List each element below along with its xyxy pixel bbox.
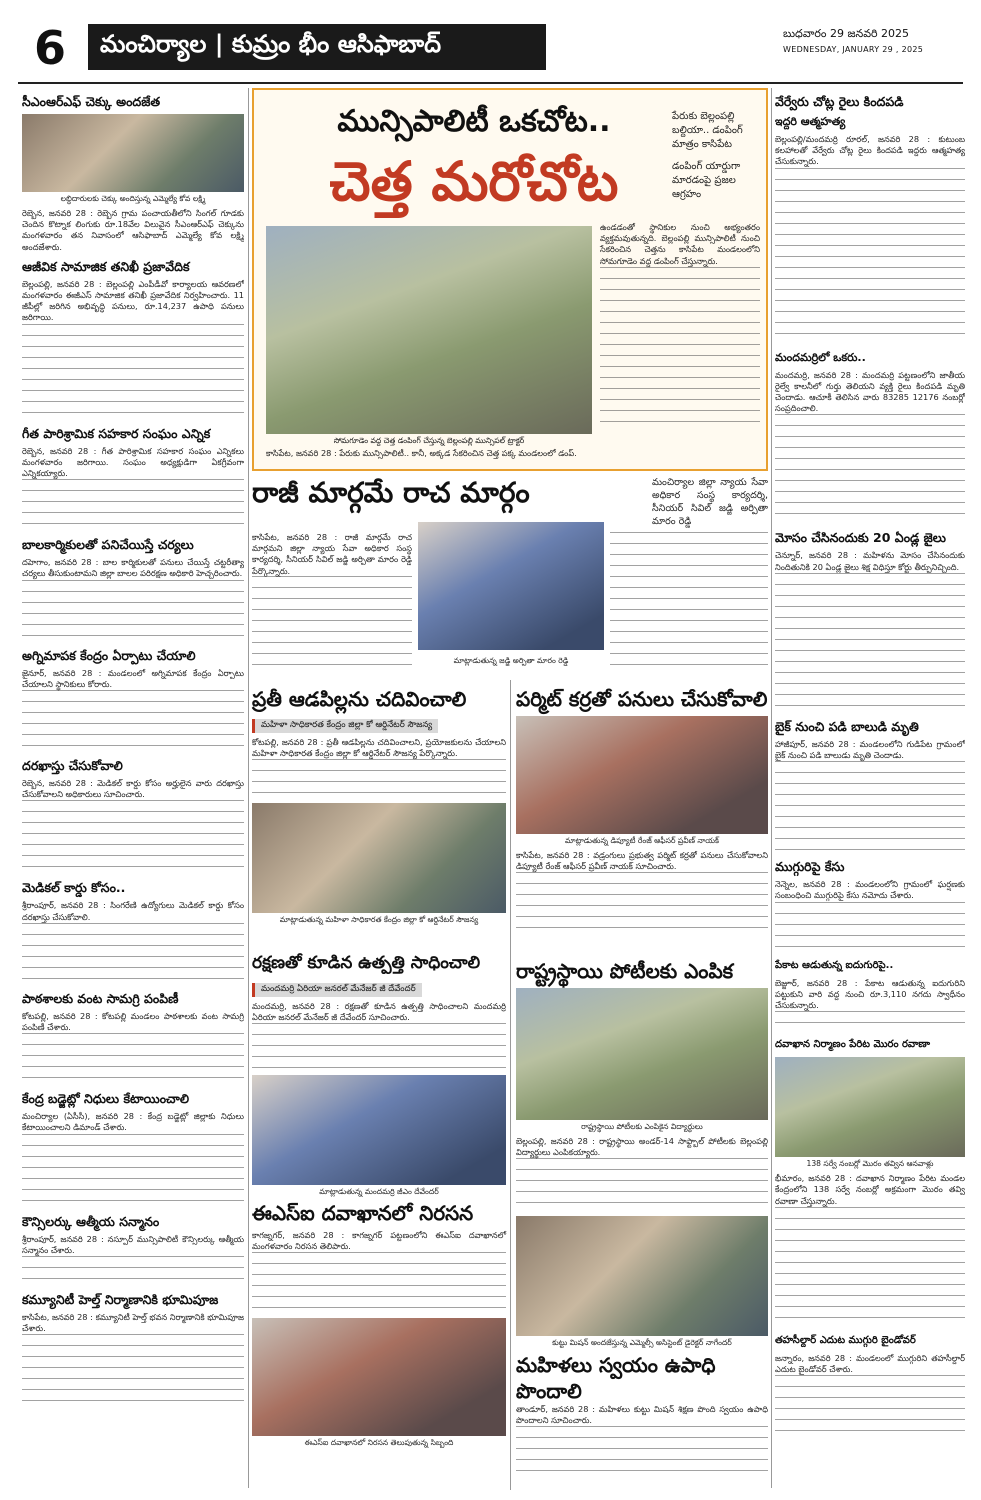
story-headline: రాజీ మార్గమే రాచ మార్గం bbox=[252, 476, 530, 509]
story-body: తాండూర్, జనవరి 28 : మహిళలు కుట్టు మిషన్ శిక్షణ పొంది స్వయం ఉపాధి పొందాలని సూచించారు. bbox=[516, 1404, 768, 1426]
article-body-lines bbox=[22, 1256, 244, 1286]
photo-caption: మాట్లాడుతున్న మందమర్రి జీఎం దేవేందర్ bbox=[319, 1187, 439, 1197]
story-body: కాసిపేట, జనవరి 28 : రాజీ మార్గమే రాచ మార్గమని జిల్లా న్యాయ సేవా అధికార సంస్థ కార్యదర్శి, సీనియర్ సివిల్ జడ్జి అర్పితా మారం రెడ్డి పేర్కొన్నారు. bbox=[252, 532, 412, 576]
date-english: WEDNESDAY, JANUARY 29 , 2025 bbox=[783, 45, 924, 54]
story-girls-education bbox=[252, 686, 506, 940]
date-telugu: బుధవారం 29 జనవరి 2025 bbox=[783, 27, 910, 40]
story-headline: పర్మిట్ కర్రతో పనులు చేసుకోవాలి bbox=[516, 687, 768, 711]
story-subhead: మందమర్రి ఏరియా జనరల్ మేనేజర్ జీ దేవేందర్ bbox=[252, 983, 422, 997]
article-headline: ముగ్గురిపై కేసు bbox=[775, 859, 845, 875]
story-raji bbox=[252, 476, 768, 676]
story-headline: ప్రతీ ఆడపిల్లను చదివించాలి bbox=[252, 687, 467, 711]
story-subhead: మహిళా సాధికారత కేంద్రం జిల్లా కో ఆర్డినేటర్ సౌజన్య bbox=[252, 719, 438, 733]
story-safety-production bbox=[252, 950, 506, 1197]
article-body-lines bbox=[22, 923, 244, 985]
article-body: నెన్నెల, జనవరి 28 : మండలంలోని గ్రామంలో ఘర్షణకు సంబంధించి ముగ్గురిపై కేసు నమోదు చేశారు. bbox=[775, 879, 965, 901]
page-number: 6 bbox=[33, 21, 66, 75]
article-body-lines bbox=[516, 1158, 768, 1212]
article-headline: కమ్యూనిటీ హెల్త్ నిర్మాణానికి భూమిపూజ bbox=[22, 1292, 219, 1308]
story-women-selfemployment bbox=[516, 1216, 768, 1490]
right-column bbox=[775, 88, 965, 1488]
article-body: చెన్నూర్, జనవరి 28 : మహిళను మోసం చేసినందుకు నిందితునికి 20 ఏండ్ల జైలు శిక్ష విధిస్తూ కోర్టు తీర్పునిచ్చింది. bbox=[775, 550, 965, 572]
article-body: మంచిర్యాల (ఏసీసీ), జనవరి 28 : కేంద్ర బడ్జెట్లో జిల్లాకు నిధులు కేటాయించాలని డిమాండ్ చేశారు. bbox=[22, 1111, 244, 1133]
article-body-lines bbox=[22, 324, 244, 420]
highlight-item: డంపింగ్ యార్డుగా మారడంపై ప్రజల ఆగ్రహం bbox=[672, 161, 741, 200]
article-body: జైనూర్, జనవరి 28 : మండలంలో అగ్నిమాపక కేంద్రం ఏర్పాటు చేయాలని స్థానికులు కోరారు. bbox=[22, 667, 244, 689]
story-photo bbox=[252, 1318, 506, 1436]
article-body: కాసిపేట, జనవరి 28 : కమ్యూనిటీ హెల్త్ భవన నిర్మాణానికి భూమిపూజ చేశారు. bbox=[22, 1312, 244, 1334]
article-body-lines bbox=[775, 414, 965, 524]
article-body: శ్రీరాంపూర్, జనవరి 28 : నస్పూర్ మున్సిపాలిటీ కౌన్సిలర్కు ఆత్మీయ సన్మానం చేశారు. bbox=[22, 1233, 244, 1255]
article-body-lines bbox=[252, 1252, 506, 1318]
article-headline: పేకాట ఆడుతున్న ఐదుగురిపై.. bbox=[775, 959, 894, 971]
story-headline: మహిళలు స్వయం ఉపాధి పొందాలి bbox=[516, 1353, 716, 1403]
lead-story bbox=[252, 88, 768, 471]
section-title: మంచిర్యాల | కుమ్రం భీం ఆసిఫాబాద్ bbox=[88, 24, 546, 70]
photo-caption: సోమగూడెం వద్ద చెత్త డంపింగ్ చేస్తున్న బెల్లంపల్లి మున్సిపల్ ట్రాక్టర్ bbox=[333, 436, 525, 445]
header-rule bbox=[18, 82, 963, 84]
article-headline: బైక్ నుంచి పడి బాలుడి మృతి bbox=[775, 718, 919, 734]
article-body-lines bbox=[775, 761, 965, 853]
story-headline: ఈఎస్ఐ దవాఖానలో నిరసన bbox=[252, 1201, 474, 1225]
column-divider bbox=[510, 680, 511, 1490]
article-headline: ఆజీవిక సామాజిక తనిఖీ ప్రజావేదిక bbox=[22, 258, 190, 274]
story-body: కోటపల్లి, జనవరి 28 : ప్రతీ ఆడపిల్లను చదివించాలని, ప్రయోజకులను చేయాలని మహిళా సాధికారత కేంద్రం జిల్లా కో ఆర్డినేటర్ సౌజన్య పేర్కొన్నారు. bbox=[252, 737, 506, 759]
article-body-lines bbox=[516, 1426, 768, 1476]
article-body: రెబ్బెన, జనవరి 28 : మెడికల్ కార్డు కోసం అర్హులైన వారు దరఖాస్తు చేసుకోవాలని అధికారులు సూచించారు. bbox=[22, 778, 244, 800]
story-photo bbox=[516, 1216, 768, 1336]
edition-date bbox=[783, 26, 963, 58]
article-headline: కౌన్సిలర్కు ఆత్మీయ సన్మానం bbox=[22, 1213, 160, 1229]
article-body-lines bbox=[775, 1011, 965, 1031]
story-highlight: మంచిర్యాల జిల్లా న్యాయ సేవా అధికార సంస్థ కార్యదర్శి, సీనియర్ సివిల్ జడ్జి అర్పితా మారం రెడ్డి bbox=[652, 477, 768, 527]
article-body-lines bbox=[516, 872, 768, 932]
article-body-lines bbox=[22, 1033, 244, 1085]
story-permit-wood bbox=[516, 686, 768, 950]
article-headline: పాఠశాలకు వంట సామగ్రి పంపిణీ bbox=[22, 990, 179, 1006]
article-body-lines bbox=[22, 800, 244, 874]
photo-caption: మాట్లాడుతున్న డిప్యూటీ రేంజ్ ఆఫీసర్ ప్రవీణ్ నాయక్ bbox=[565, 836, 719, 845]
masthead bbox=[18, 20, 963, 80]
article-body: బెజ్జూర్, జనవరి 28 : పేకాట ఆడుతున్న ఐదుగురిని పట్టుకుని వారి వద్ద నుంచి రూ.3,110 నగదు స్వాధీనం చేసుకున్నారు. bbox=[775, 977, 965, 1011]
article-headline: దవాఖాన నిర్మాణం పేరిట మొరం రవాణా bbox=[775, 1039, 931, 1051]
highlight-item: పేరుకు బెల్లంపల్లి బల్దియా.. డంపింగ్ మాత్రం కాసిపేట bbox=[672, 111, 743, 150]
article-body-lines bbox=[610, 532, 768, 672]
lead-headline-line2: చెత్త మరోచోట bbox=[329, 150, 619, 213]
article-headline: మందమర్రిలో ఒకరు.. bbox=[775, 350, 866, 364]
article-body-lines bbox=[22, 690, 244, 752]
lead-headline-line1: మున్సిపాలిటీ ఒకచోట.. bbox=[337, 104, 611, 139]
article-body-lines bbox=[775, 902, 965, 952]
photo-caption: మాట్లాడుతున్న జడ్జి అర్పితా మారం రెడ్డి bbox=[453, 656, 569, 665]
article-body-lines bbox=[252, 576, 412, 672]
lead-highlights bbox=[672, 110, 766, 202]
story-headline: రక్షణతో కూడిన ఉత్పత్తి సాధించాలి bbox=[252, 953, 481, 973]
article-body: రెబ్బెన, జనవరి 28 : గీత పారిశ్రామిక సహకార సంఘం ఎన్నికలు మంగళవారం జరిగాయి. సంఘం అధ్యక్షుడిగా ఏకగ్రీవంగా ఎన్నికయ్యారు. bbox=[22, 445, 244, 479]
article-body-lines bbox=[775, 1207, 965, 1327]
article-body: జన్నారం, జనవరి 28 : మండలంలో ముగ్గురిని తహసీల్దార్ ఎదుట బైండోవర్ చేశారు. bbox=[775, 1352, 965, 1375]
article-body-lines bbox=[22, 580, 244, 642]
article-body-lines bbox=[775, 168, 965, 344]
article-headline: అగ్నిమాపక కేంద్రం ఏర్పాటు చేయాలి bbox=[22, 647, 196, 663]
article-body: శ్రీరాంపూర్, జనవరి 28 : సింగరేణి ఉద్యోగులు మెడికల్ కార్డు కోసం దరఖాస్తు చేసుకోవాలి. bbox=[22, 900, 244, 922]
article-body-lines bbox=[775, 573, 965, 713]
article-body: మందమర్రి, జనవరి 28 : మందమర్రి పట్టణంలోని జాతీయ రైల్వే కాలనీలో గుర్తు తెలియని వ్యక్తి రైలు కిందపడి మృతి చెందాడు. ఆచూకీ తెలిసిన వారు 83285 12176 నంబర్లో సంప్రదించాలి. bbox=[775, 369, 965, 414]
article-photo bbox=[775, 1057, 965, 1157]
article-headline: గీత పారిశ్రామిక సహకార సంఘం ఎన్నిక bbox=[22, 425, 211, 441]
article-headline: బాలకార్మికులతో పనిచేయిస్తే చర్యలు bbox=[22, 537, 194, 553]
lead-photo bbox=[266, 226, 592, 434]
article-body: బెల్లంపల్లి/మందమర్రి రూరల్, జనవరి 28 : కుటుంబ కలహాలతో వేర్వేరు చోట్ల రైలు కిందపడి ఇద్దరు ఆత్మహత్య చేసుకున్నారు. bbox=[775, 134, 965, 167]
article-body-lines bbox=[252, 1023, 506, 1075]
photo-caption: ఈఎస్ఐ దవాఖానలో నిరసన తెలుపుతున్న సిబ్బంది bbox=[304, 1438, 454, 1448]
article-body: బెల్లంపల్లి, జనవరి 28 : బెల్లంపల్లి ఎంపీడీవో కార్యాలయ ఆవరణలో మంగళవారం ఈజీఎస్ సామాజిక తనిఖీ ప్రజావేదిక నిర్వహించారు. 11 జీపీల్లో జరిగిన అభివృద్ధి పనులు, రూ.14,237 ఉపాధి పనులు జరిగాయి. bbox=[22, 278, 244, 323]
article-body: కోటపల్లి, జనవరి 28 : కోటపల్లి మండలం పాఠశాలకు వంట సామగ్రి పంపిణీ చేశారు. bbox=[22, 1010, 244, 1033]
article-body-lines bbox=[600, 267, 760, 427]
story-photo bbox=[516, 988, 768, 1120]
story-state-selection bbox=[516, 958, 768, 1208]
left-column bbox=[22, 88, 244, 1488]
article-headline: మోసం చేసినందుకు 20 ఏండ్ల జైలు bbox=[775, 530, 946, 546]
story-esi-protest bbox=[252, 1200, 506, 1490]
photo-caption: రాష్ట్రస్థాయి పోటీలకు ఎంపికైన విద్యార్థులు bbox=[581, 1122, 703, 1131]
article-body: రెబ్బెన, జనవరి 28 : రెబ్బెన గ్రామ పంచాయతీలోని సింగల్ గూడకు చెందిన కొట్నాక లింగుకు రూ.18వేల విలువైన సీఎంఆర్ఎఫ్ చెక్కును మంగళవారం తన నివాసంలో ఆసిఫాబాద్ ఎమ్మెల్యే కోవ లక్ష్మి అందజేశారు. bbox=[22, 208, 244, 252]
story-body: కాగజ్నగర్, జనవరి 28 : కాగజ్నగర్ పట్టణంలోని ఈఎస్ఐ దవాఖానలో మంగళవారం నిరసన తెలిపారు. bbox=[252, 1230, 506, 1252]
article-body-lines bbox=[22, 479, 244, 531]
article-body-lines bbox=[252, 759, 506, 803]
lead-body-text: ఉండడంతో స్థానికుల నుంచి అభ్యంతరం వ్యక్తమవుతున్నది. బెల్లంపల్లి మున్సిపాలిటీ నుంచి సేకరించిన చెత్తను కాసిపేట మండలంలోని సోమగూడెం వద్ద డంపింగ్ చేస్తున్నారు. bbox=[600, 222, 760, 266]
article-body: హాజీపూర్, జనవరి 28 : మండలంలోని గుడిపేట గ్రామంలో బైక్ నుంచి పడి బాలుడు మృతి చెందాడు. bbox=[775, 738, 965, 761]
photo-caption: కుట్టు మిషన్ అందజేస్తున్న ఎమ్మెల్సీ అసిస్టెంట్ డైరెక్టర్ నాగేందర్ bbox=[552, 1338, 732, 1347]
article-headline: దరఖాస్తు చేసుకోవాలి bbox=[22, 758, 123, 774]
article-body-lines bbox=[22, 1134, 244, 1208]
article-body-lines bbox=[775, 1375, 965, 1435]
story-body: కాసిపేట, జనవరి 28 : వడ్రంగులు ప్రభుత్వ పర్మిట్ కర్రతో పనులు చేసుకోవాలని డిప్యూటీ రేంజ్ ఆఫీసర్ ప్రవీణ్ నాయక్ సూచించారు. bbox=[516, 850, 768, 872]
article-headline: వేర్వేరు చోట్ల రైలు కిందపడి bbox=[775, 94, 904, 109]
story-headline: రాష్ట్రస్థాయి పోటీలకు ఎంపిక bbox=[516, 959, 734, 983]
article-headline: మెడికల్ కార్డు కోసం.. bbox=[22, 880, 126, 896]
article-headline: తహసీల్దార్ ఎదుట ముగ్గురి బైండోవర్ bbox=[775, 1334, 916, 1346]
article-subhead: ఇద్దరి ఆత్మహత్య bbox=[775, 115, 846, 128]
photo-caption: 138 సర్వే నంబర్లో మొరం తవ్విన ఆనవాళ్లు bbox=[806, 1159, 934, 1169]
article-body: దహెగాం, జనవరి 28 : బాల కార్మికులతో పనులు చేయిస్తే చట్టరీత్యా చర్యలు తీసుకుంటామని జిల్లా బాలల పరిరక్షణ అధికారి హెచ్చరించారు. bbox=[22, 557, 244, 579]
photo-caption: లబ్ధిదారులకు చెక్కు అందిస్తున్న ఎమ్మెల్యే కోవ లక్ష్మి bbox=[60, 194, 206, 203]
story-body: బెల్లంపల్లి, జనవరి 28 : రాష్ట్రస్థాయి అండర్-14 సాఫ్ట్బాల్ పోటీలకు బెల్లంపల్లి విద్యార్థులు ఎంపికయ్యారు. bbox=[516, 1136, 768, 1158]
lead-body bbox=[600, 222, 760, 427]
article-body-lines bbox=[22, 1334, 244, 1404]
story-body: మందమర్రి, జనవరి 28 : రక్షణతో కూడిన ఉత్పత్తి సాధించాలని మందమర్రి ఏరియా జనరల్ మేనేజర్ జీ దేవేందర్ సూచించారు. bbox=[252, 1001, 506, 1023]
article-body: భీమారం, జనవరి 28 : దవాఖాన నిర్మాణం పేరిట మండల కేంద్రంలోని 138 సర్వే నంబర్లో అక్రమంగా మొరం తవ్వి రవాణా చేస్తున్నారు. bbox=[775, 1173, 965, 1206]
article-headline: కేంద్ర బడ్జెట్లో నిధులు కేటాయించాలి bbox=[22, 1091, 190, 1107]
article-headline: సీఎంఆర్ఎఫ్ చెక్కు అందజేత bbox=[22, 94, 161, 109]
lead-intro: కాసిపేట, జనవరి 28 : పేరుకు మున్సిపాలిటీ.. కానీ, అక్కడ సేకరించిన చెత్త పక్క మండలంలో డంప్. bbox=[266, 448, 577, 458]
story-photo bbox=[252, 1075, 506, 1185]
story-photo bbox=[516, 716, 768, 834]
photo-caption: మాట్లాడుతున్న మహిళా సాధికారత కేంద్రం జిల్లా కో ఆర్డినేటర్ సౌజన్య bbox=[279, 915, 479, 925]
story-photo bbox=[418, 522, 604, 650]
column-divider bbox=[248, 88, 249, 1488]
story-photo bbox=[252, 803, 506, 913]
column-divider bbox=[771, 88, 772, 1488]
article-photo bbox=[22, 114, 244, 192]
